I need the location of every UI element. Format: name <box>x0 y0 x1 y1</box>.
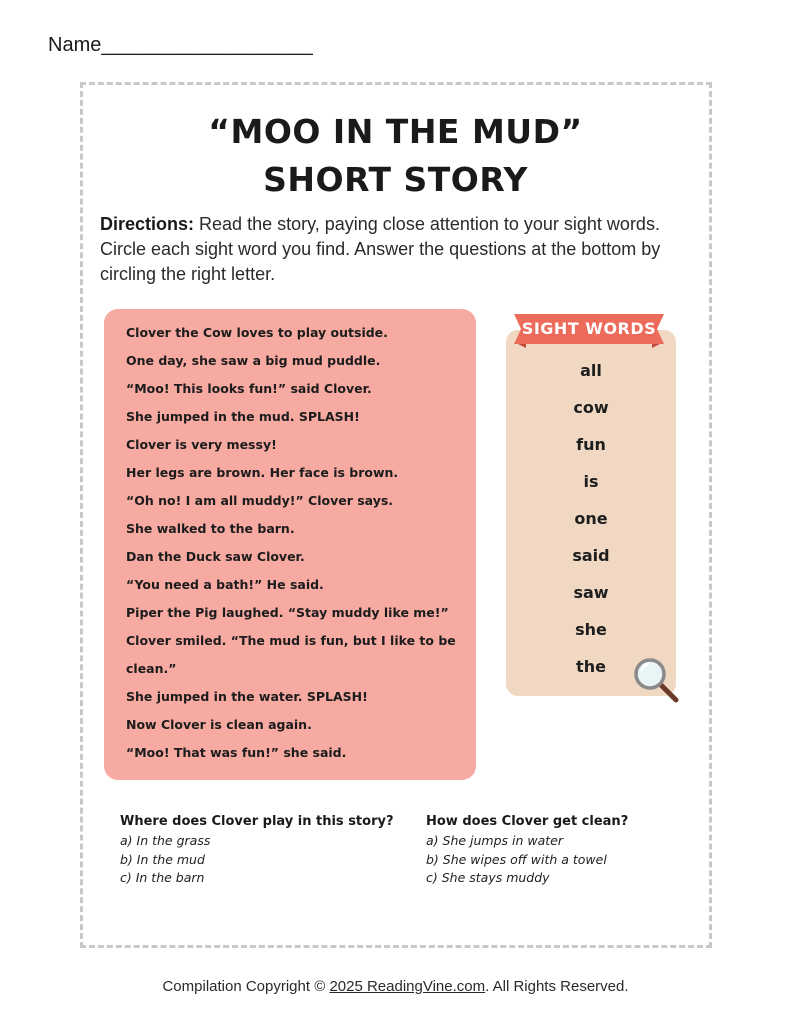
sight-word: cow <box>573 398 609 417</box>
sight-words-list <box>506 356 676 689</box>
sight-word: one <box>574 509 608 528</box>
answer-option[interactable]: c) In the barn <box>120 870 205 885</box>
directions-body: Read the story, paying close attention to your sight words. Circle each sight word you find. Answer the questions at the bottom by circling the right letter. <box>100 214 661 284</box>
worksheet-title: “MOO IN THE MUD” <box>208 112 583 151</box>
sight-word: fun <box>576 435 606 454</box>
story-line: She walked to the barn. <box>126 521 295 536</box>
story-box <box>104 309 476 780</box>
worksheet-subtitle: SHORT STORY <box>263 160 528 199</box>
copyright-footer <box>0 978 791 995</box>
answer-options <box>426 832 628 888</box>
story-line: Clover is very messy! <box>126 437 277 452</box>
sight-words-heading: SIGHT WORDS <box>521 319 657 338</box>
sight-word: the <box>576 657 606 676</box>
story-line: “Moo! That was fun!” she said. <box>126 745 347 760</box>
question-text: How does Clover get clean? <box>426 814 629 829</box>
answer-option[interactable]: c) She stays muddy <box>426 870 550 885</box>
name-field-label: Name___________________ <box>48 34 313 56</box>
sight-word: is <box>583 472 599 491</box>
question-1 <box>120 812 394 888</box>
sight-word: all <box>580 361 602 380</box>
story-line: Now Clover is clean again. <box>126 717 312 732</box>
directions-label: Directions: <box>100 214 195 234</box>
question-2 <box>426 812 628 888</box>
site-link[interactable]: 2025 ReadingVine.com <box>329 978 486 995</box>
story-line: Dan the Duck saw Clover. <box>126 549 305 564</box>
copyright-prefix: Compilation Copyright © <box>162 978 330 995</box>
sight-word: said <box>572 546 610 565</box>
story-line: Piper the Pig laughed. “Stay muddy like me!” <box>126 605 449 620</box>
sight-word: saw <box>573 583 609 602</box>
answer-options <box>120 832 394 888</box>
story-line: clean.” <box>126 661 177 676</box>
story-line: “Moo! This looks fun!” said Clover. <box>126 381 372 396</box>
question-text: Where does Clover play in this story? <box>120 814 394 829</box>
story-line: One day, she saw a big mud puddle. <box>126 353 381 368</box>
answer-option[interactable]: a) She jumps in water <box>426 833 564 848</box>
story-line: Her legs are brown. Her face is brown. <box>126 465 399 480</box>
story-line: “You need a bath!” He said. <box>126 577 324 592</box>
magnifying-glass-icon <box>632 656 680 704</box>
story-line: She jumped in the mud. SPLASH! <box>126 409 360 424</box>
story-line: Clover the Cow loves to play outside. <box>126 325 388 340</box>
answer-option[interactable]: b) She wipes off with a towel <box>426 851 607 867</box>
story-lines <box>126 323 466 771</box>
story-line: “Oh no! I am all muddy!” Clover says. <box>126 493 394 508</box>
story-line: Clover smiled. “The mud is fun, but I like to be <box>126 633 456 648</box>
story-line: She jumped in the water. SPLASH! <box>126 689 368 704</box>
directions-text <box>100 212 690 287</box>
answer-option[interactable]: a) In the grass <box>120 833 211 848</box>
answer-option[interactable]: b) In the mud <box>120 851 205 867</box>
sight-word: she <box>575 620 607 639</box>
copyright-suffix: . All Rights Reserved. <box>485 978 629 995</box>
